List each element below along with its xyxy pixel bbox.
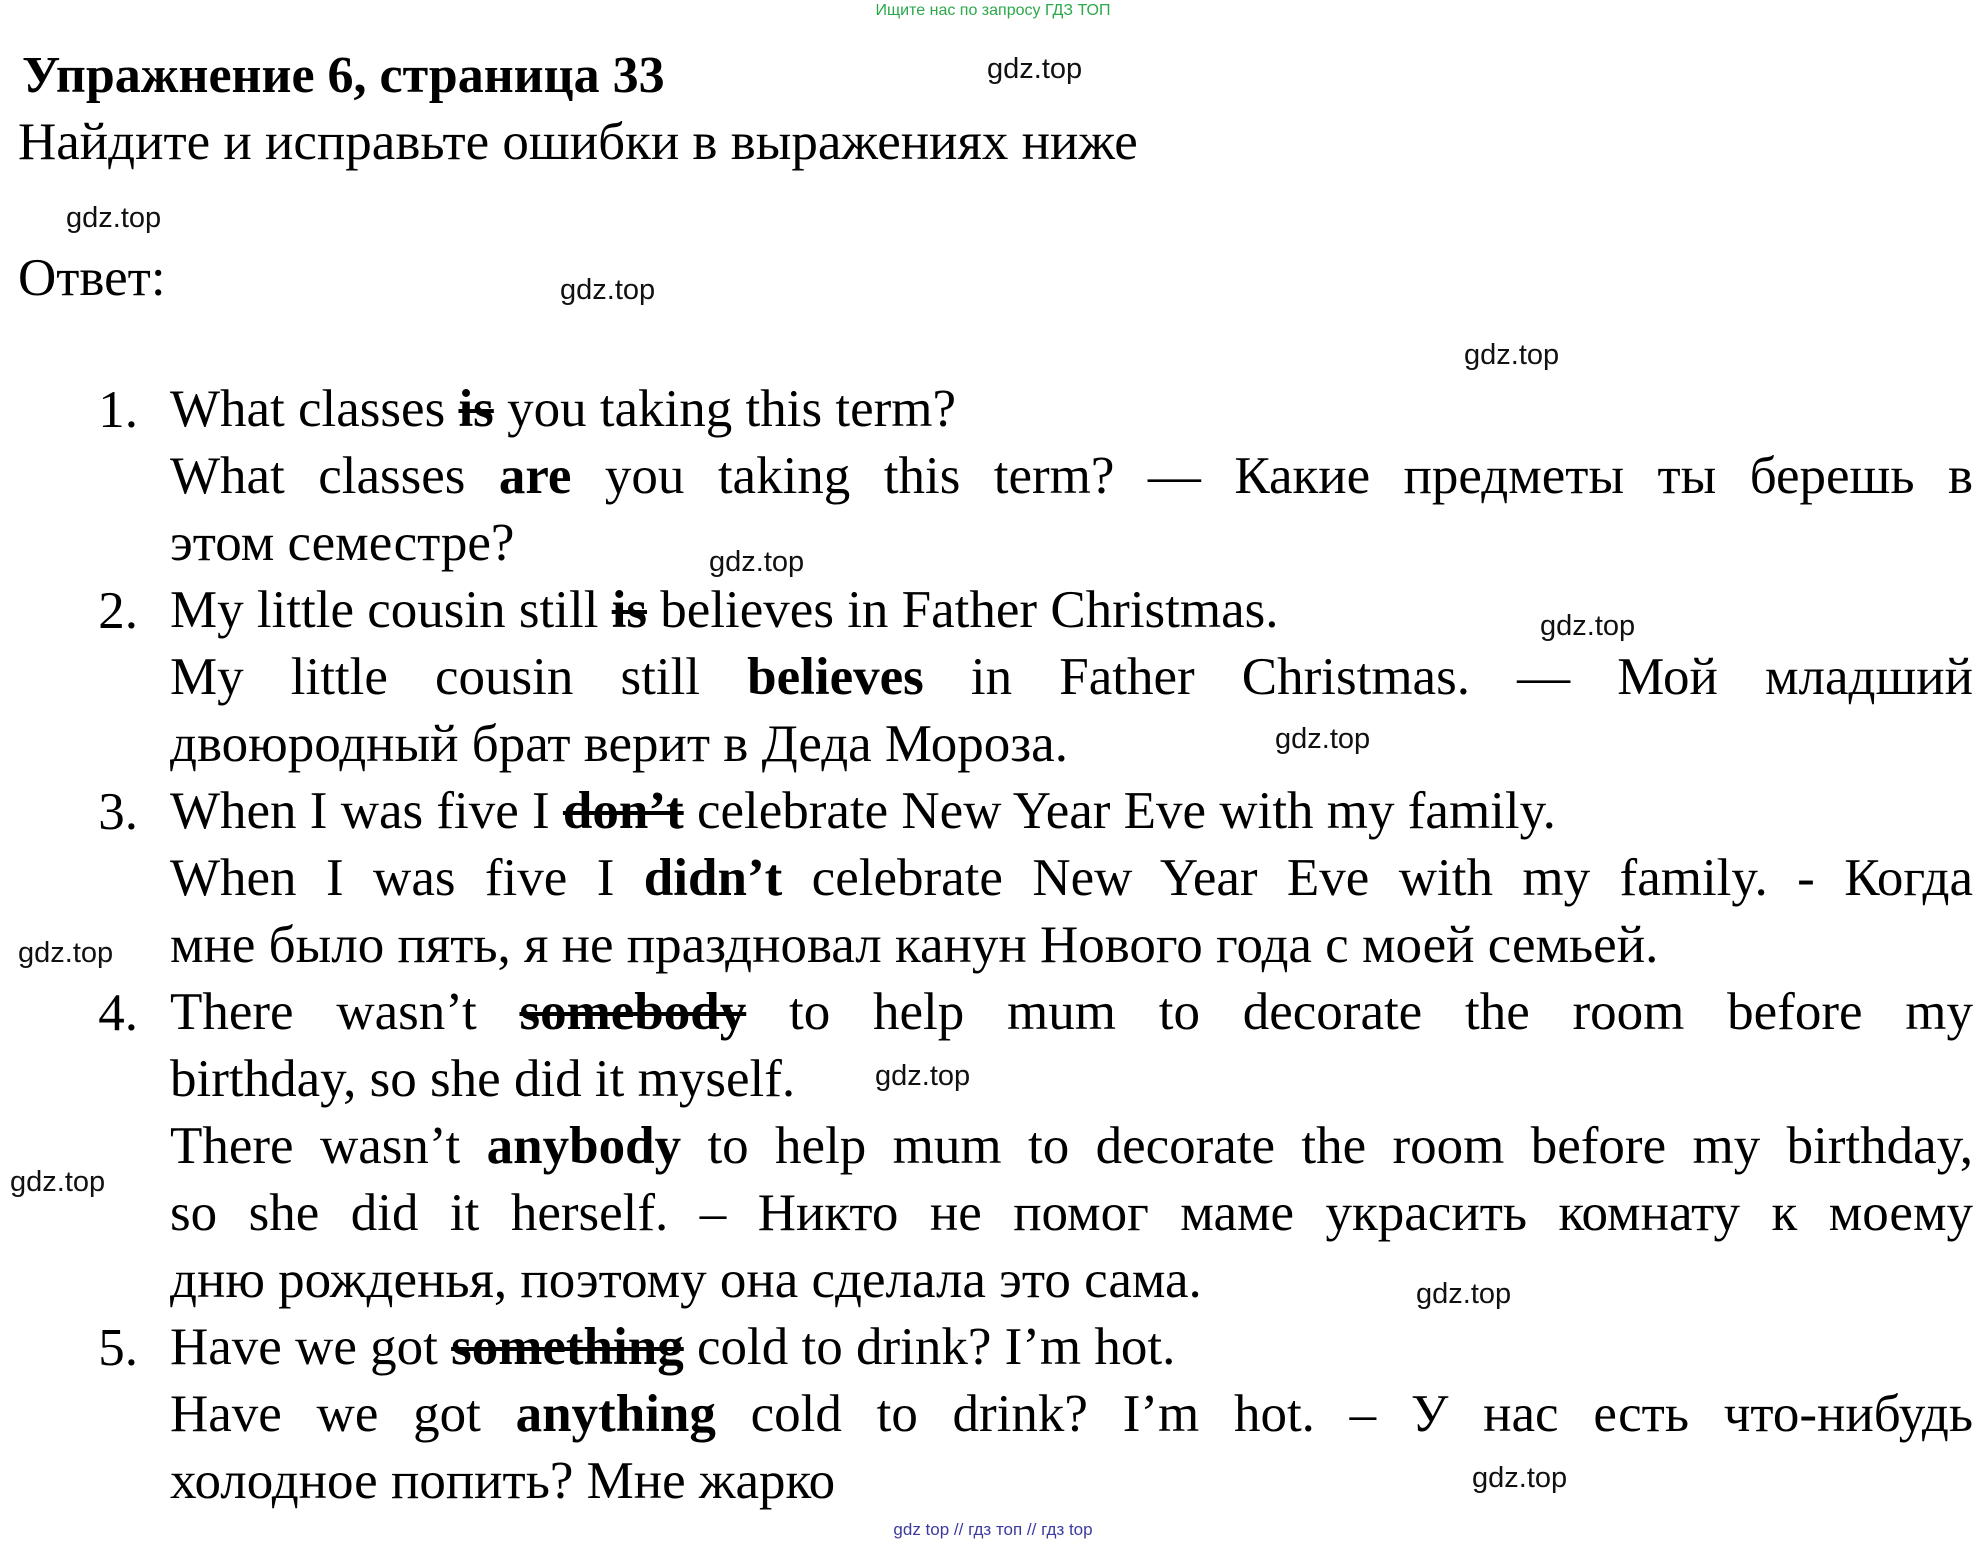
item-number: 1. bbox=[98, 381, 138, 439]
item-number: 2. bbox=[98, 582, 138, 640]
original-sentence-continued: birthday, so she did it myself. bbox=[170, 1050, 796, 1108]
item-number: 4. bbox=[98, 984, 138, 1042]
corrected-sentence: There wasn’t anybody to help mum to decorate the room before my birthday, bbox=[170, 1117, 1973, 1175]
corrected-word: believes bbox=[747, 648, 924, 706]
watermark: gdz.top bbox=[1275, 723, 1371, 755]
watermark: gdz.top bbox=[1472, 1462, 1568, 1494]
struck-error: something bbox=[451, 1318, 684, 1376]
watermark: gdz.top bbox=[560, 274, 656, 306]
corrected-word: didn’t bbox=[643, 849, 783, 907]
search-hint-banner: Ищите нас по запросу ГДЗ ТОП bbox=[875, 2, 1111, 19]
watermark: gdz.top bbox=[1464, 339, 1560, 371]
watermark: gdz.top bbox=[875, 1060, 971, 1092]
struck-error: is bbox=[611, 581, 648, 639]
original-sentence: My little cousin still is believes in Father Christmas. bbox=[170, 581, 1279, 639]
corrected-sentence: What classes are you taking this term? — Какие предметы ты берешь в bbox=[170, 447, 1973, 505]
original-sentence: What classes is you taking this term? bbox=[170, 380, 957, 438]
struck-error: don’t bbox=[562, 782, 684, 840]
translation-continued: двоюродный брат верит в Деда Мороза. bbox=[170, 715, 1068, 773]
translation-continued: мне было пять, я не праздновал канун Нового года с моей семьей. bbox=[170, 916, 1659, 974]
corrected-word: anybody bbox=[486, 1117, 682, 1175]
corrected-word: are bbox=[498, 447, 572, 505]
corrected-word: anything bbox=[515, 1385, 716, 1443]
item-number: 3. bbox=[98, 783, 138, 841]
struck-error: somebody bbox=[519, 983, 747, 1041]
translation: so she did it herself. – Никто не помог маме украсить комнату к моему bbox=[170, 1184, 1973, 1242]
footer-watermark-strip: gdz top // гдз топ // гдз top bbox=[893, 1520, 1093, 1539]
translation-continued: холодное попить? Мне жарко bbox=[170, 1452, 836, 1510]
translation-continued: дню рожденья, поэтому она сделала это сама. bbox=[170, 1251, 1202, 1309]
translation-continued: этом семестре? bbox=[170, 514, 515, 572]
struck-error: is bbox=[458, 380, 494, 438]
watermark: gdz.top bbox=[987, 53, 1083, 85]
watermark: gdz.top bbox=[1540, 610, 1636, 642]
task-instruction: Найдите и исправьте ошибки в выражениях ниже bbox=[18, 113, 1138, 171]
corrected-sentence: When I was five I didn’t celebrate New Year Eve with my family. - Когда bbox=[170, 849, 1974, 907]
corrected-sentence: My little cousin still believes in Father Christmas. — Мой младший bbox=[170, 648, 1973, 706]
answer-label: Ответ: bbox=[18, 249, 166, 307]
watermark: gdz.top bbox=[1416, 1278, 1512, 1310]
exercise-title: Упражнение 6, страница 33 bbox=[22, 47, 665, 104]
watermark: gdz.top bbox=[10, 1166, 106, 1198]
watermark: gdz.top bbox=[709, 546, 805, 578]
watermark: gdz.top bbox=[66, 202, 162, 234]
original-sentence: When I was five I don’t celebrate New Year Eve with my family. bbox=[170, 782, 1556, 840]
original-sentence: Have we got something cold to drink? I’m hot. bbox=[170, 1318, 1176, 1376]
original-sentence: There wasn’t somebody to help mum to decorate the room before my bbox=[170, 983, 1973, 1041]
item-number: 5. bbox=[98, 1319, 138, 1377]
corrected-sentence: Have we got anything cold to drink? I’m hot. – У нас есть что-нибудь bbox=[170, 1385, 1973, 1443]
watermark: gdz.top bbox=[18, 937, 114, 969]
